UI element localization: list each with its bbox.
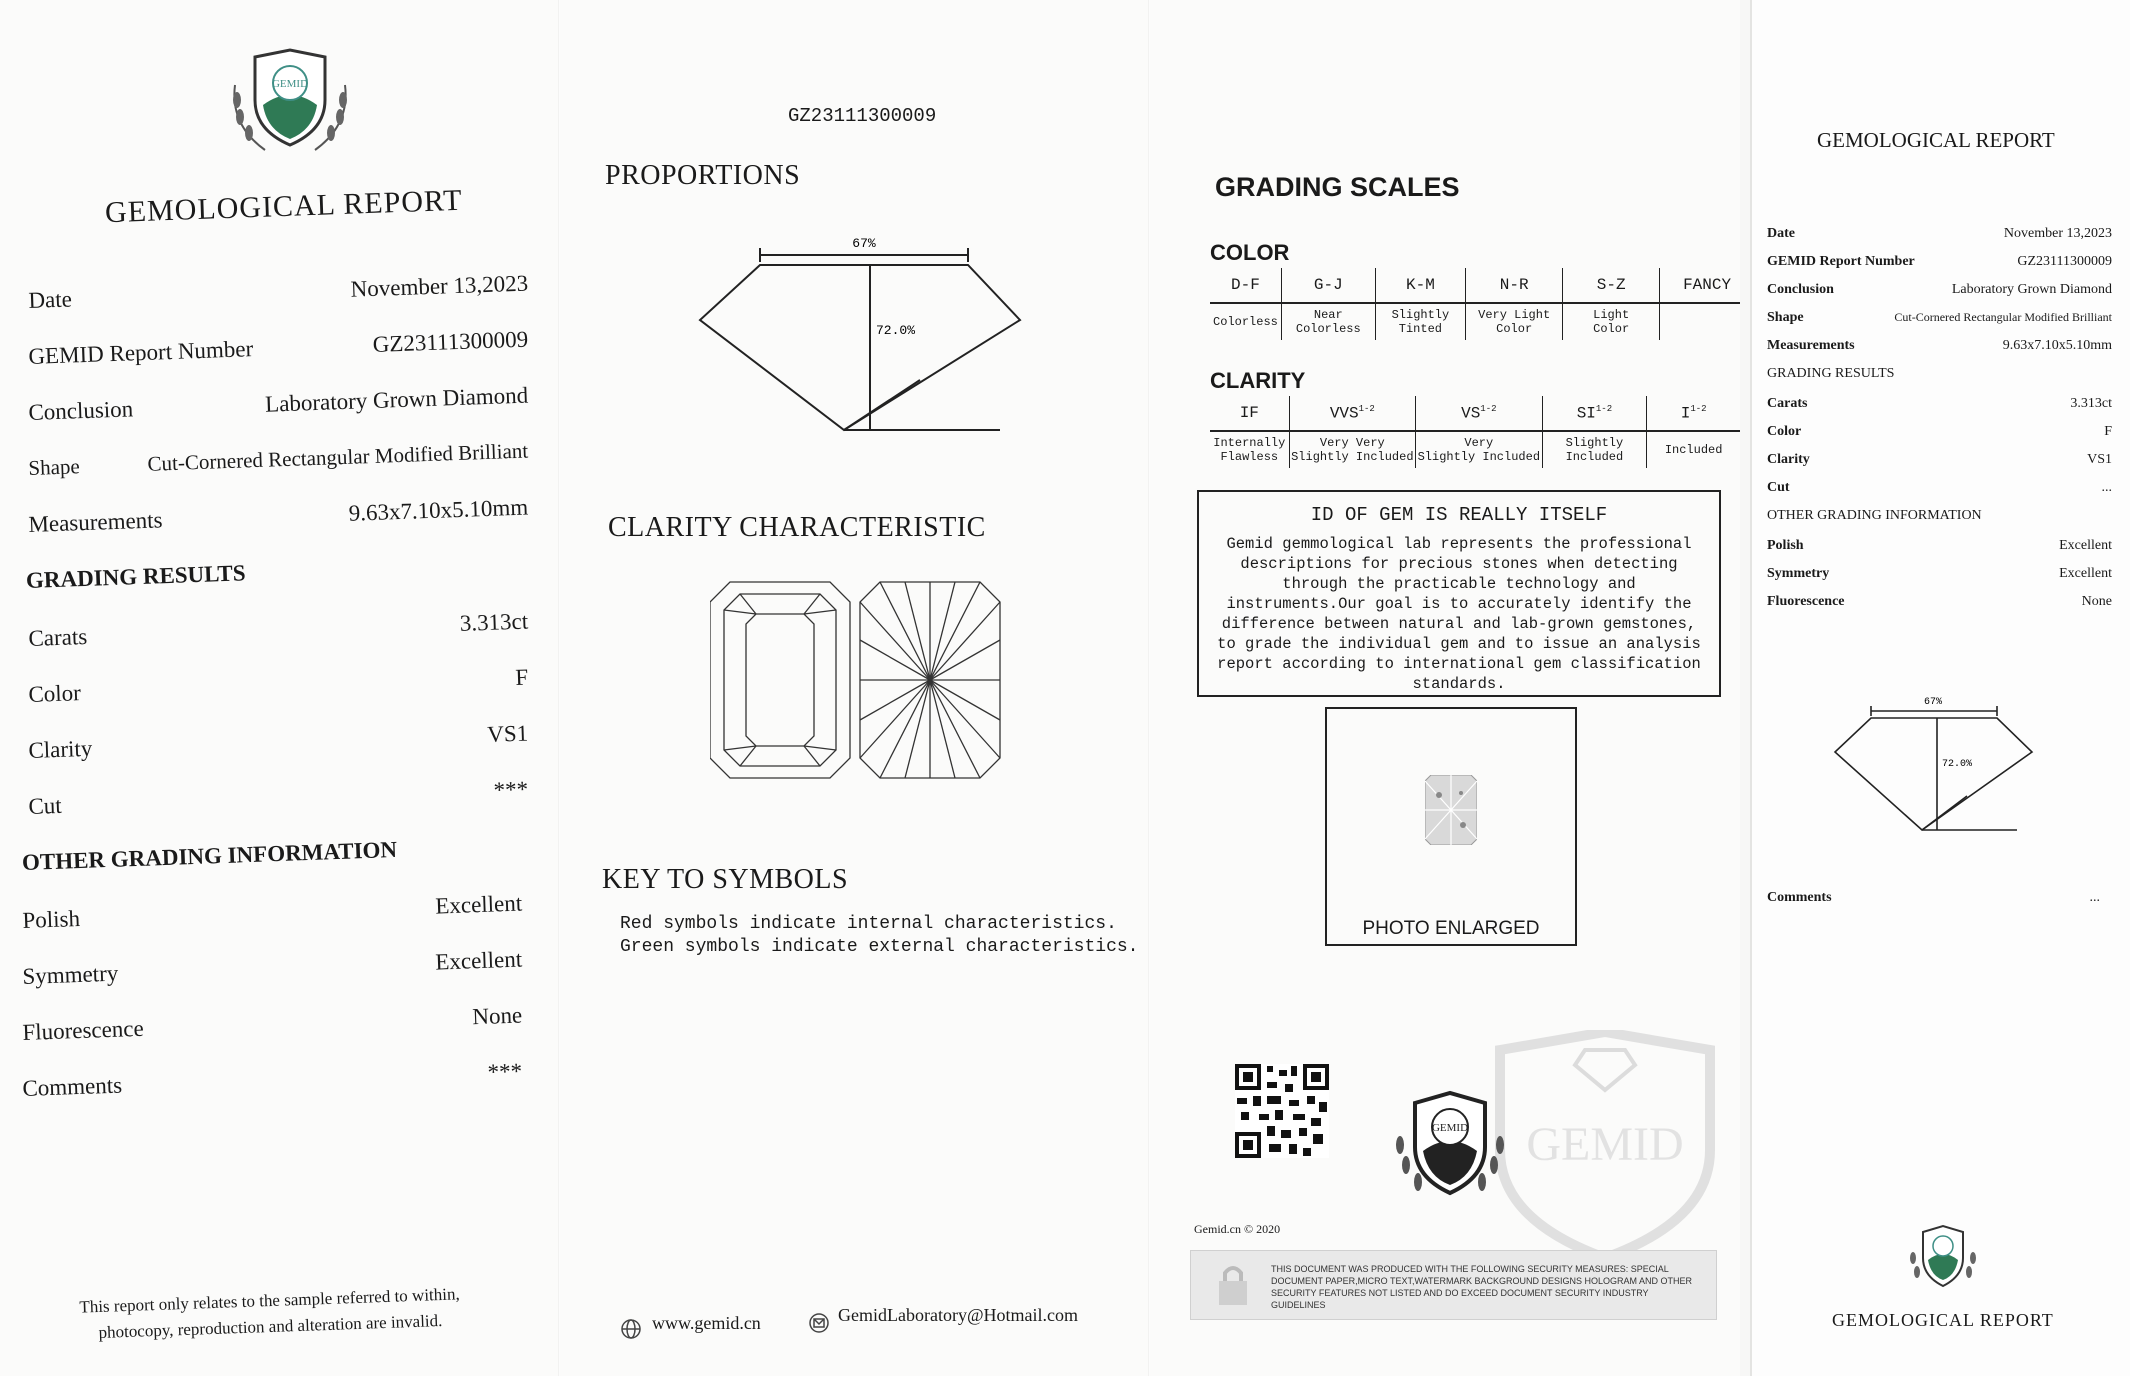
color-label: Color — [28, 680, 82, 707]
key-red-line: Red symbols indicate internal characteristics. — [620, 914, 1117, 934]
report-number-label: GEMID Report Number — [28, 336, 254, 369]
id-statement-title: ID OF GEM IS REALLY ITSELF — [1310, 504, 1608, 526]
polish-value: Excellent — [434, 890, 523, 919]
middle-right-panel — [1150, 0, 1740, 1376]
conclusion-row — [28, 382, 529, 425]
comments-label: Comments — [22, 1072, 123, 1101]
fluorescence-row — [22, 1002, 523, 1045]
symmetry-row — [22, 946, 523, 989]
disclaimer — [39, 1280, 501, 1348]
color-desc-row — [1210, 303, 1740, 340]
clarity-desc: Internally Flawless — [1213, 436, 1286, 464]
clarity-desc-row — [1210, 431, 1740, 468]
clarity-scale-table — [1210, 396, 1740, 468]
color-grade: N-R — [1466, 268, 1563, 303]
color-grade: S-Z — [1563, 268, 1660, 303]
color-grade: G-J — [1281, 268, 1375, 303]
email-icon — [808, 1312, 830, 1334]
measurements-label: Measurements — [28, 507, 163, 537]
table-percent: 67% — [852, 236, 876, 251]
report-number-header: GZ23111300009 — [788, 105, 937, 127]
gemid-watermark-icon — [1480, 1030, 1730, 1260]
globe-icon — [620, 1318, 642, 1340]
color-grade: FANCY — [1660, 268, 1740, 303]
clarity-grades-row — [1210, 396, 1740, 431]
measurements-value: 9.63x7.10x5.10mm — [348, 494, 529, 526]
logo-lettering: GEMID — [271, 78, 309, 90]
security-text: THIS DOCUMENT WAS PRODUCED WITH THE FOLLOWING SECURITY MEASURES: SPECIAL DOCUMENT PAPER,MICRO TEXT,WATERMARK BACKGROUND DESIGNS HOLOGRAM AND OTHER SECURITY FEATURES NOT LISTED AND DO EXCEED DOCUMENT SECURITY INDUSTRY GUIDELINES — [1271, 1264, 1693, 1310]
measurements-row — [28, 494, 529, 537]
comments-row — [22, 1058, 523, 1101]
clarity-desc: Very Very Slightly Included — [1289, 431, 1415, 468]
color-scale-heading: COLOR — [1210, 240, 1290, 265]
fluorescence-value: None — [471, 1002, 523, 1030]
diamond-photo-icon — [1425, 775, 1477, 845]
report-number-row — [28, 326, 529, 369]
clarity-row — [28, 720, 529, 763]
polish-row — [22, 890, 523, 933]
color-desc: Near Colorless — [1281, 303, 1375, 340]
report-title: GEMOLOGICAL REPORT — [104, 183, 464, 230]
color-desc: Slightly Tinted — [1375, 303, 1465, 340]
clarity-label: Clarity — [28, 735, 93, 763]
security-notice — [1190, 1250, 1717, 1320]
proportions-diagram — [690, 230, 1050, 440]
summary-table-percent: 67% — [1923, 697, 1943, 708]
carats-row — [28, 608, 529, 651]
fluorescence-label: Fluorescence — [22, 1015, 145, 1045]
clarity-value: VS1 — [486, 720, 529, 747]
comments-value: *** — [487, 1058, 523, 1085]
disclaimer-line2: photocopy, reproduction and alteration are invalid. — [98, 1310, 443, 1342]
photo-caption: PHOTO ENLARGED — [1362, 918, 1540, 939]
color-row — [28, 664, 529, 707]
report-number-value: GZ23111300009 — [372, 326, 529, 357]
color-desc: Very Light Color — [1466, 303, 1563, 340]
right-panel: GEMOLOGICAL REPORT Date November 13,2023 GEMID Report Number GZ23111300009 Conclusion Laboratory Grown Diamond Shape Cut-Cornered Rectangular Modified Brilliant Measurements 9.63x7.10x5.10mm GRADING RESULTS Carats 3.313ct Color F Clarity VS1 Cut ... OTHER GRADING INFORMATION Polish Excellent Symmetry Excellent Fluorescence None 67% 72.0% Comments ... GEMOLOGICAL REPORT — [1750, 0, 2130, 1376]
clarity-grade: IF — [1210, 396, 1289, 431]
cut-label: Cut — [28, 792, 63, 819]
conclusion-label: Conclusion — [28, 396, 134, 425]
shape-label: Shape — [28, 454, 81, 480]
summary-proportions-diagram — [1827, 692, 2057, 842]
gemid-seal-icon — [1390, 1085, 1510, 1205]
clarity-scale-heading: CLARITY — [1210, 368, 1306, 393]
key-green-line: Green symbols indicate external characteristics. — [620, 937, 1139, 957]
conclusion-value: Laboratory Grown Diamond — [264, 382, 529, 417]
copyright: Gemid.cn © 2020 — [1194, 1222, 1281, 1236]
carats-label: Carats — [28, 623, 88, 651]
watermark-lettering: GEMID — [1526, 1118, 1684, 1171]
key-to-symbols-heading: KEY TO SYMBOLS — [602, 864, 849, 895]
summary-other-grading-heading: OTHER GRADING INFORMATION — [1767, 508, 1982, 523]
gemid-logo-icon — [225, 45, 355, 160]
other-grading-heading: OTHER GRADING INFORMATION — [21, 836, 398, 875]
grading-results-heading: GRADING RESULTS — [25, 560, 246, 593]
shape-value: Cut-Cornered Rectangular Modified Brilliant — [147, 438, 529, 476]
left-panel — [0, 0, 560, 1376]
cut-row — [28, 776, 529, 819]
clarity-desc: Included — [1647, 431, 1740, 468]
clarity-desc: Very Slightly Included — [1416, 431, 1542, 468]
color-desc — [1660, 303, 1740, 340]
id-statement-body: Gemid gemmological lab represents the professional descriptions for precious stones when detecting through the practicable technology and instruments.Our goal is to accurately identify the difference between natural and lab-grown gemstones, to grade the individual gem and to issue an analysis report according to international gem classification standards. — [1217, 535, 1701, 693]
color-scale-table — [1210, 268, 1740, 340]
summary-grading-results-heading: GRADING RESULTS — [1767, 366, 1895, 381]
date-row — [28, 270, 529, 313]
summary-footer-title: GEMOLOGICAL REPORT — [1832, 1310, 2054, 1330]
depth-percent: 72.0% — [876, 323, 916, 338]
summary-depth-percent: 72.0% — [1942, 759, 1973, 770]
lock-icon — [1213, 1261, 1253, 1309]
shape-row — [28, 438, 529, 480]
grading-scales-heading: GRADING SCALES — [1215, 172, 1460, 202]
id-statement-box — [1197, 490, 1721, 697]
key-to-symbols-text — [620, 913, 1138, 959]
clarity-grade: VS$^{1-2}$ — [1416, 396, 1542, 431]
clarity-plot-diagram — [710, 580, 1010, 780]
clarity-desc: Slightly Included — [1542, 431, 1647, 468]
date-value: November 13,2023 — [350, 270, 529, 302]
color-desc: Light Color — [1563, 303, 1660, 340]
clarity-grade: SI$^{1-2}$ — [1542, 396, 1647, 431]
color-grade: K-M — [1375, 268, 1465, 303]
website-link[interactable]: www.gemid.cn — [652, 1313, 761, 1333]
summary-logo-icon — [1907, 1222, 1979, 1292]
polish-label: Polish — [22, 905, 81, 933]
photo-box — [1325, 707, 1577, 946]
symmetry-label: Symmetry — [22, 960, 119, 989]
clarity-grade: VVS$^{1-2}$ — [1289, 396, 1415, 431]
qr-code-icon[interactable] — [1235, 1064, 1329, 1158]
seal-lettering: GEMID — [1431, 1122, 1469, 1134]
email-link[interactable]: GemidLaboratory@Hotmail.com — [838, 1305, 1079, 1325]
summary-title: GEMOLOGICAL REPORT — [1817, 128, 2055, 152]
cut-value: *** — [493, 776, 529, 803]
color-grade: D-F — [1210, 268, 1281, 303]
clarity-grade: $I^{1-2}$ — [1647, 396, 1740, 431]
color-desc: Colorless — [1213, 315, 1278, 329]
color-value: F — [514, 664, 529, 690]
symmetry-value: Excellent — [434, 946, 523, 975]
carats-value: 3.313ct — [459, 608, 529, 636]
date-label: Date — [28, 286, 73, 313]
color-grades-row — [1210, 268, 1740, 303]
proportions-heading: PROPORTIONS — [605, 160, 801, 191]
disclaimer-line1: This report only relates to the sample referred to within, — [79, 1284, 460, 1317]
middle-left-panel — [560, 0, 1150, 1376]
clarity-characteristic-heading: CLARITY CHARACTERISTIC — [608, 512, 986, 543]
